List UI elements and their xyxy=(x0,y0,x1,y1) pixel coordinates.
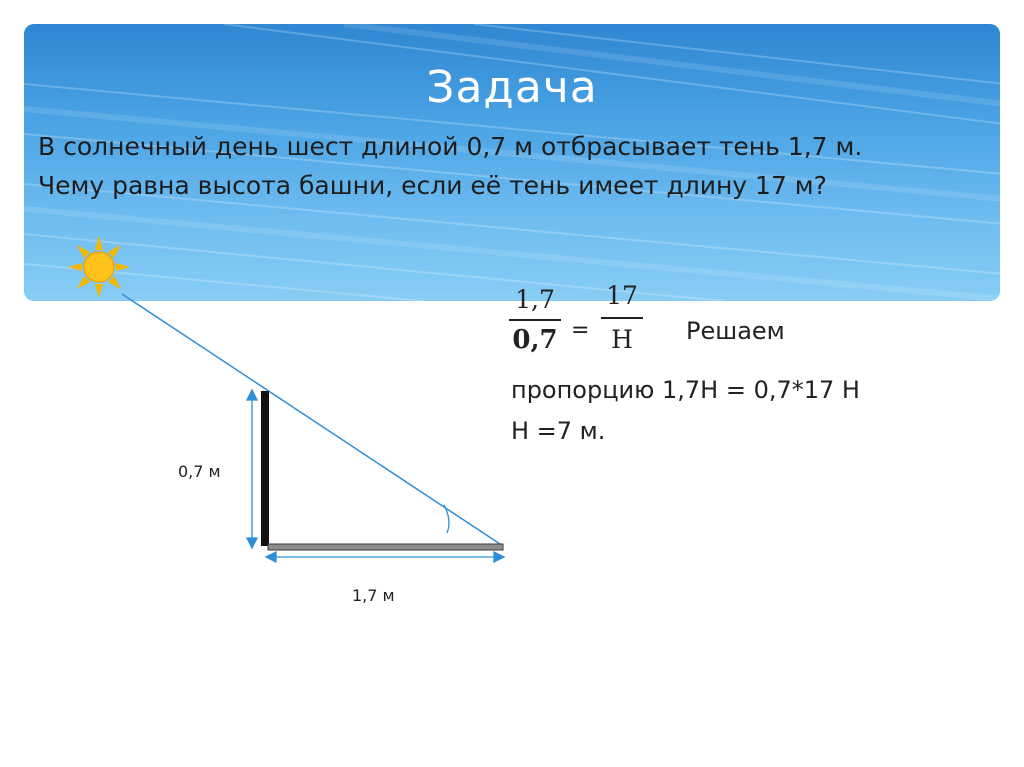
solution-step-2: пропорцию 1,7Н = 0,7*17 Н xyxy=(511,376,860,404)
shadow-length-label: 1,7 м xyxy=(352,586,395,605)
fraction-unknown xyxy=(601,283,643,352)
problem-line-1: В солнечный день шест длиной 0,7 м отбрасывает тень 1,7 м. xyxy=(38,132,863,161)
pole xyxy=(261,391,269,546)
sun-icon xyxy=(66,234,132,300)
slide-title: Задача xyxy=(426,62,598,113)
fraction-known-numerator: 1,7 xyxy=(515,285,555,314)
pole-height-dimension xyxy=(247,390,257,548)
problem-line-2: Чему равна высота башни, если её тень имеет длину 17 м? xyxy=(38,171,827,200)
equals-sign: = xyxy=(571,318,590,343)
fraction-bar xyxy=(601,317,643,319)
fraction-bar xyxy=(509,319,561,321)
shadow xyxy=(268,544,503,550)
shadow-length-dimension xyxy=(266,552,504,562)
solution-answer: Н =7 м. xyxy=(511,417,606,445)
fraction-known-denominator: 0,7 xyxy=(512,325,558,355)
fraction-unknown-numerator: 17 xyxy=(606,281,638,310)
fraction-known xyxy=(509,287,561,353)
solution-step-1: Решаем xyxy=(686,317,785,345)
pole-length-label: 0,7 м xyxy=(178,462,221,481)
fraction-unknown-denominator: Н xyxy=(611,325,633,354)
